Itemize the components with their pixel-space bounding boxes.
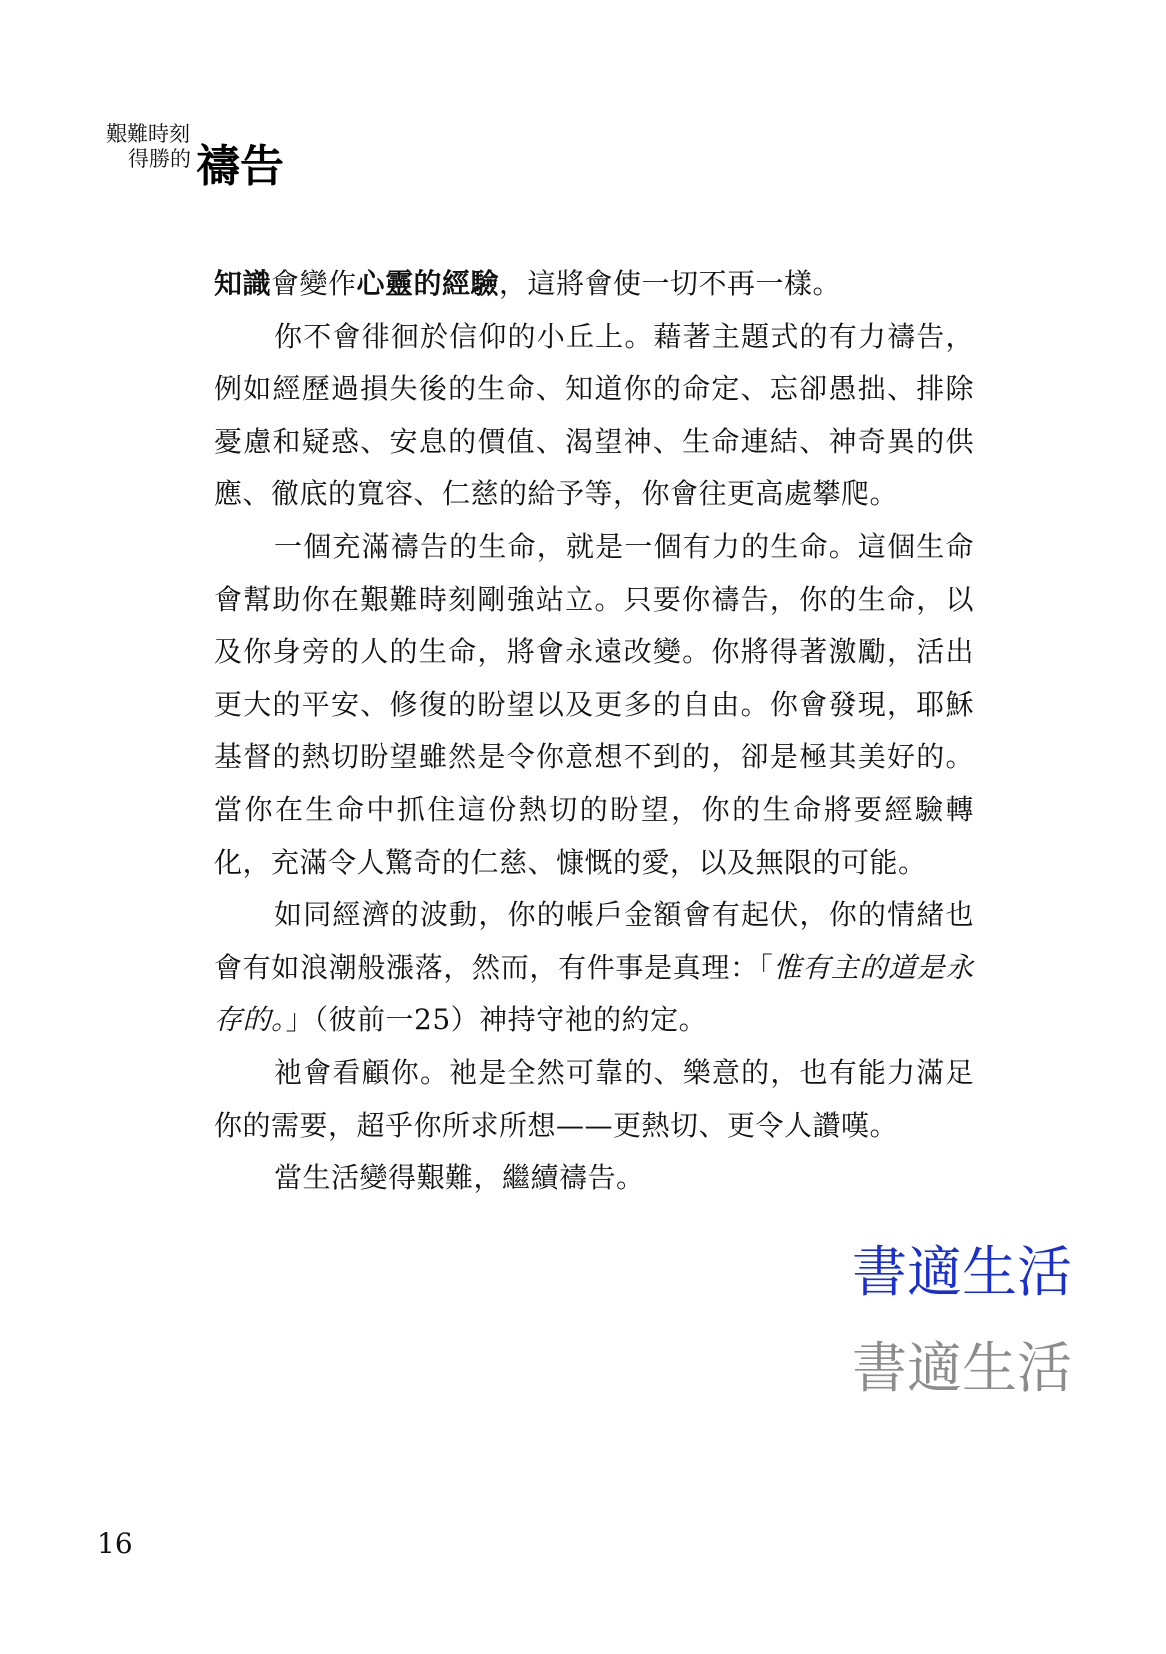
watermark-gray: 書適生活 bbox=[852, 1336, 1073, 1400]
scripture-quote: 惟有主的道是永存的。 bbox=[214, 950, 974, 1037]
paragraph-5: 祂會看顧你。祂是全然可靠的、樂意的，也有能力滿足你的需要，超乎你所求所想——更熱切、更令人讚嘆。 bbox=[214, 1055, 974, 1142]
paragraph-1-middle: 會變作 bbox=[271, 267, 357, 300]
paragraph-1-rest: ，這將會使一切不再一樣。 bbox=[499, 267, 842, 300]
paragraph-1 bbox=[214, 258, 974, 311]
page-number: 16 bbox=[97, 1527, 133, 1560]
body-text bbox=[214, 258, 974, 1205]
paragraph-2: 你不會徘徊於信仰的小丘上。藉著主題式的有力禱告，例如經歷過損失後的生命、知道你的命定、忘卻愚拙、排除憂慮和疑惑、安息的價值、渴望神、生命連結、神奇異的供應、徹底的寬容、仁慈的給予等，你會往更高處攀爬。 bbox=[214, 319, 974, 511]
bold-term-heart-experience: 心靈的經驗 bbox=[356, 267, 500, 300]
paragraph-4 bbox=[214, 889, 974, 1047]
watermark-blue: 書適生活 bbox=[852, 1240, 1073, 1304]
header-subtitle-line2: 得勝的 bbox=[128, 147, 191, 171]
paragraph-6: 當生活變得艱難，繼續禱告。 bbox=[274, 1161, 645, 1195]
running-header bbox=[106, 122, 366, 202]
paragraph-3: 一個充滿禱告的生命，就是一個有力的生命。這個生命會幫助你在艱難時刻剛強站立。只要你禱告，你的生命，以及你身旁的人的生命，將會永遠改變。你將得著激勵，活出更大的平安、修復的盼望以及更多的自由。你會發現，耶穌基督的熱切盼望雖然是令你意想不到的，卻是極其美好的。當你在生命中抓住這份熱切的盼望，你的生命將要經驗轉化，充滿令人驚奇的仁慈、慷慨的愛，以及無限的可能。 bbox=[214, 529, 974, 879]
header-title: 禱告 bbox=[196, 141, 284, 192]
header-subtitle-line1: 艱難時刻 bbox=[106, 122, 190, 146]
bold-term-knowledge: 知識 bbox=[214, 267, 272, 300]
paragraph-4-end: 」（彼前一25）神持守祂的約定。 bbox=[285, 1003, 708, 1037]
paragraph-4-start: 如同經濟的波動，你的帳戶金額會有起伏，你的情緒也會有如浪潮般漲落，然而，有件事是真理：「 bbox=[214, 898, 974, 984]
